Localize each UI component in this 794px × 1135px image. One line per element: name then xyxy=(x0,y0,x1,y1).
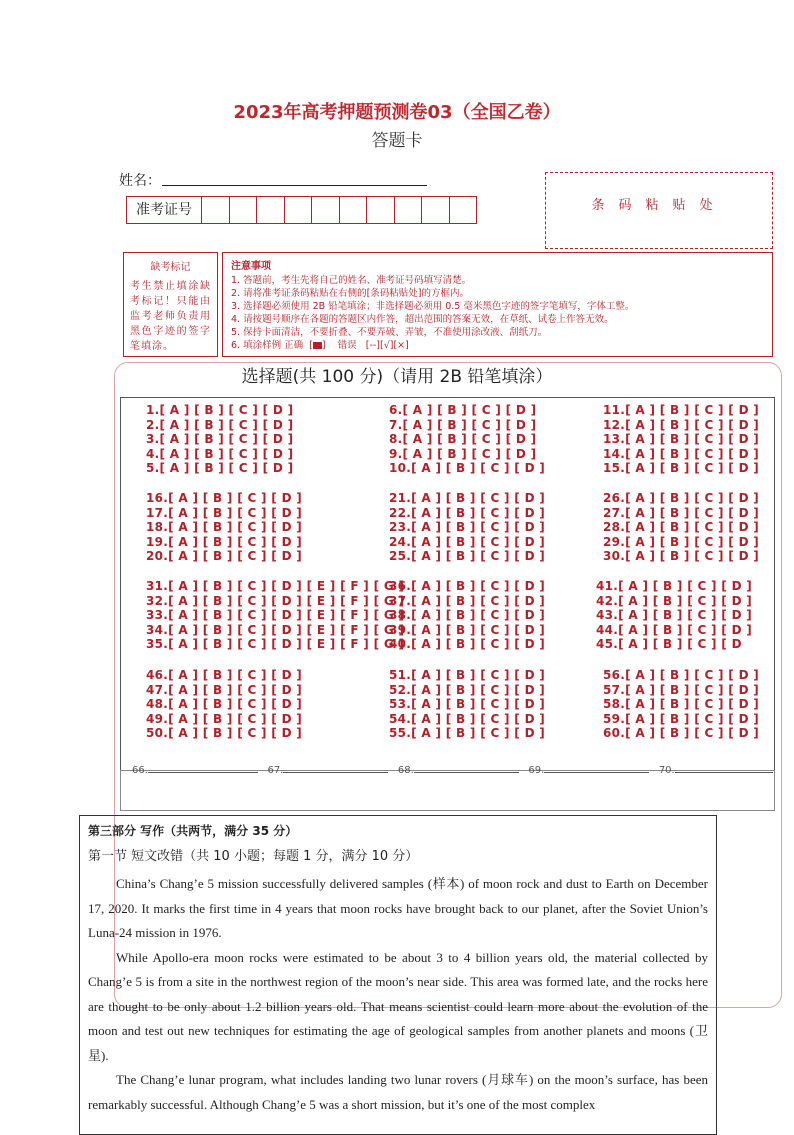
fill-in-label: 67. xyxy=(267,765,284,776)
missing-exam-text: 考生禁止填涂缺考标记！只能由监考老师负责用黑色字迹的签字笔填涂。 xyxy=(130,281,211,352)
name-field[interactable] xyxy=(162,184,427,186)
mc-question-row[interactable]: 4.[ A ] [ B ] [ C ] [ D ] xyxy=(146,446,294,461)
mc-question-row[interactable]: 46.[ A ] [ B ] [ C ] [ D ] xyxy=(146,668,303,682)
fill-in-label: 70. xyxy=(658,765,675,776)
mc-question-row[interactable]: 19.[ A ] [ B ] [ C ] [ D ] xyxy=(146,534,303,549)
mc-question-row[interactable]: 44.[ A ] [ B ] [ C ] [ D ] xyxy=(596,622,753,637)
mc-question-row[interactable]: 41.[ A ] [ B ] [ C ] [ D ] xyxy=(596,579,753,593)
mc-question-row[interactable]: 28.[ A ] [ B ] [ C ] [ D ] xyxy=(603,520,760,535)
mc-question-row[interactable]: 31.[ A ] [ B ] [ C ] [ D ] [ E ] [ F ] [ G ] xyxy=(146,579,405,593)
fill-in-lines xyxy=(132,763,773,776)
barcode-area: 条码粘贴处 xyxy=(545,172,773,249)
mc-question-row[interactable]: 9.[ A ] [ B ] [ C ] [ D ] xyxy=(389,446,537,461)
ticket-digit-cell[interactable] xyxy=(367,197,395,223)
mc-question-row[interactable]: 47.[ A ] [ B ] [ C ] [ D ] xyxy=(146,682,303,697)
ticket-digit-cell[interactable] xyxy=(257,197,285,223)
wrong-label: 错误 xyxy=(337,340,357,351)
passage-paragraph: The Chang’e lunar program, what includes landing two lunar rovers (月球车) on the moon’s surface, has been remarkably successful. Although Chang’e 5 was a short mission, but it’s one of the most complex xyxy=(88,1072,708,1112)
note-item: 4. 请按题号顺序在各题的答题区内作答，超出范围的答案无效，在草纸、试卷上作答无效。 xyxy=(231,314,614,325)
note-item: 1. 答题前，考生先将自己的姓名、准考证号码填写清楚。 xyxy=(231,275,472,286)
mc-question-row[interactable]: 56.[ A ] [ B ] [ C ] [ D ] xyxy=(603,668,760,682)
fill-in-blank[interactable] xyxy=(283,763,388,773)
mc-question-row[interactable]: 25.[ A ] [ B ] [ C ] [ D ] xyxy=(389,549,546,564)
note-item: 2. 请将准考证条码粘贴在右侧的[条码粘贴处]的方框内。 xyxy=(231,288,469,299)
mc-question-row[interactable]: 3.[ A ] [ B ] [ C ] [ D ] xyxy=(146,432,294,447)
mc-question-row[interactable]: 7.[ A ] [ B ] [ C ] [ D ] xyxy=(389,417,537,432)
mc-question-row[interactable]: 14.[ A ] [ B ] [ C ] [ D ] xyxy=(603,446,760,461)
ticket-number-label: 准考证号 xyxy=(127,197,202,223)
fill-in-box xyxy=(120,770,775,811)
mc-question-row[interactable]: 21.[ A ] [ B ] [ C ] [ D ] xyxy=(389,491,546,505)
mc-question-row[interactable]: 39.[ A ] [ B ] [ C ] [ D ] xyxy=(389,622,546,637)
fill-in-label: 69. xyxy=(528,765,545,776)
mc-question-row[interactable]: 22.[ A ] [ B ] [ C ] [ D ] xyxy=(389,505,546,520)
mc-question-row[interactable]: 27.[ A ] [ B ] [ C ] [ D ] xyxy=(603,505,760,520)
page-title: 2023年高考押题预测卷03（全国乙卷） xyxy=(233,102,561,123)
mc-question-row[interactable]: 59.[ A ] [ B ] [ C ] [ D ] xyxy=(603,711,760,726)
sample-label: 6. 填涂样例 正确 xyxy=(231,340,304,351)
mc-question-row[interactable]: 8.[ A ] [ B ] [ C ] [ D ] xyxy=(389,432,537,447)
mc-question-row[interactable]: 10.[ A ] [ B ] [ C ] [ D ] xyxy=(389,461,546,476)
mc-question-row[interactable]: 40.[ A ] [ B ] [ C ] [ D ] xyxy=(389,637,546,652)
writing-section xyxy=(79,815,717,1135)
mc-question-row[interactable]: 42.[ A ] [ B ] [ C ] [ D ] xyxy=(596,593,753,608)
fill-in-blank[interactable] xyxy=(544,763,649,773)
fill-in-blank[interactable] xyxy=(414,763,519,773)
wrong-marks: [--][√][×] xyxy=(365,340,409,351)
mc-question-row[interactable]: 35.[ A ] [ B ] [ C ] [ D ] [ E ] [ F ] [ G ] xyxy=(146,637,405,652)
mc-question-row[interactable]: 51.[ A ] [ B ] [ C ] [ D ] xyxy=(389,668,546,682)
mc-question-row[interactable]: 32.[ A ] [ B ] [ C ] [ D ] [ E ] [ F ] [ G ] xyxy=(146,593,405,608)
fill-in-blank[interactable] xyxy=(675,763,773,773)
name-label: 姓名： xyxy=(119,173,161,189)
mc-question-row[interactable]: 29.[ A ] [ B ] [ C ] [ D ] xyxy=(603,534,760,549)
ticket-digit-cell[interactable] xyxy=(450,197,477,223)
mc-question-row[interactable]: 36.[ A ] [ B ] [ C ] [ D ] xyxy=(389,579,546,593)
mc-question-row[interactable]: 53.[ A ] [ B ] [ C ] [ D ] xyxy=(389,697,546,712)
mc-question-row[interactable]: 57.[ A ] [ B ] [ C ] [ D ] xyxy=(603,682,760,697)
mc-question-row[interactable]: 20.[ A ] [ B ] [ C ] [ D ] xyxy=(146,549,303,564)
mc-question-row[interactable]: 54.[ A ] [ B ] [ C ] [ D ] xyxy=(389,711,546,726)
mc-question-row[interactable]: 17.[ A ] [ B ] [ C ] [ D ] xyxy=(146,505,303,520)
ticket-digit-cell[interactable] xyxy=(395,197,423,223)
fill-in-blank[interactable] xyxy=(148,763,258,773)
mc-question-row[interactable]: 58.[ A ] [ B ] [ C ] [ D ] xyxy=(603,697,760,712)
mc-question-row[interactable]: 15.[ A ] [ B ] [ C ] [ D ] xyxy=(603,461,760,476)
ticket-digit-cell[interactable] xyxy=(422,197,450,223)
mc-question-row[interactable]: 50.[ A ] [ B ] [ C ] [ D ] xyxy=(146,726,303,741)
mc-question-row[interactable]: 52.[ A ] [ B ] [ C ] [ D ] xyxy=(389,682,546,697)
ticket-digit-cell[interactable] xyxy=(312,197,340,223)
mc-question-row[interactable]: 48.[ A ] [ B ] [ C ] [ D ] xyxy=(146,697,303,712)
ticket-digit-cell[interactable] xyxy=(285,197,313,223)
part3-heading: 第三部分 写作（共两节，满分 35 分） xyxy=(88,824,298,838)
passage-paragraph: China’s Chang’e 5 mission successfully delivered samples (样本) of moon rock and dust to Earth on December 17, 2020. It marks the first time in 4 years that moon rocks have brought back to our planet, after the Soviet Union’s Luna-24 mission in 1976. xyxy=(88,876,708,940)
ticket-digit-cell[interactable] xyxy=(340,197,368,223)
fill-in-label: 66. xyxy=(132,765,148,776)
notes-box xyxy=(222,252,773,357)
mc-question-row[interactable]: 5.[ A ] [ B ] [ C ] [ D ] xyxy=(146,461,294,476)
mc-question-row[interactable]: 55.[ A ] [ B ] [ C ] [ D ] xyxy=(389,726,546,741)
mc-question-row[interactable]: 2.[ A ] [ B ] [ C ] [ D ] xyxy=(146,417,294,432)
mc-question-row[interactable]: 18.[ A ] [ B ] [ C ] [ D ] xyxy=(146,520,303,535)
note-item: 3. 选择题必须使用 2B 铅笔填涂；非选择题必须用 0.5 毫米黑色字迹的签字笔填写，字体工整。 xyxy=(231,301,635,312)
ticket-digit-cell[interactable] xyxy=(202,197,230,223)
mc-question-row[interactable]: 60.[ A ] [ B ] [ C ] [ D ] xyxy=(603,726,760,741)
mc-question-row[interactable]: 26.[ A ] [ B ] [ C ] [ D ] xyxy=(603,491,760,505)
note-item-sample: 6. 填涂样例 正确 [ ] 错误 [--][√][×] xyxy=(231,340,409,351)
mc-question-row[interactable]: 43.[ A ] [ B ] [ C ] [ D ] xyxy=(596,608,753,623)
mc-question-row[interactable]: 24.[ A ] [ B ] [ C ] [ D ] xyxy=(389,534,546,549)
mc-question-row[interactable]: 13.[ A ] [ B ] [ C ] [ D ] xyxy=(603,432,760,447)
mc-question-row[interactable]: 11.[ A ] [ B ] [ C ] [ D ] xyxy=(603,403,760,417)
mc-question-row[interactable]: 16.[ A ] [ B ] [ C ] [ D ] xyxy=(146,491,303,505)
multiple-choice-title: 选择题(共 100 分)（请用 2B 铅笔填涂） xyxy=(241,367,553,387)
filled-mark-sample xyxy=(313,342,322,349)
ticket-number-grid xyxy=(126,196,477,224)
section-heading: 第一节 短文改错（共 10 小题；每题 1 分，满分 10 分） xyxy=(88,849,419,864)
ticket-digit-cell[interactable] xyxy=(230,197,258,223)
notes-heading: 注意事项 xyxy=(231,261,271,272)
note-item: 5. 保持卡面清洁，不要折叠、不要弄破、弄皱，不准使用涂改液、刮纸刀。 xyxy=(231,327,548,338)
page-subtitle: 答题卡 xyxy=(371,131,423,151)
mc-question-row[interactable]: 45.[ A ] [ B ] [ C ] [ D xyxy=(596,637,742,652)
mc-question-row[interactable]: 37.[ A ] [ B ] [ C ] [ D ] xyxy=(389,593,546,608)
mc-question-row[interactable]: 12.[ A ] [ B ] [ C ] [ D ] xyxy=(603,417,760,432)
missing-exam-heading: 缺考标记 xyxy=(150,262,191,273)
mc-question-row[interactable]: 23.[ A ] [ B ] [ C ] [ D ] xyxy=(389,520,546,535)
mc-question-row[interactable]: 49.[ A ] [ B ] [ C ] [ D ] xyxy=(146,711,303,726)
missing-exam-box xyxy=(123,252,218,357)
passage-paragraph: While Apollo-era moon rocks were estimated to be about 3 to 4 billion years old, the material collected by Chang’e 5 is from a site in the northwest region of the moon’s near side. This area was formed late, and the rocks here are thought to be only about 1.2 billion years old. That means scientist could learn more about the evolution of the moon and test out new techniques for estimating the age of geological samples from another planets and moons (卫星). xyxy=(88,949,708,1063)
mc-question-row[interactable]: 38.[ A ] [ B ] [ C ] [ D ] xyxy=(389,608,546,623)
mc-question-row[interactable]: 33.[ A ] [ B ] [ C ] [ D ] [ E ] [ F ] [ G ] xyxy=(146,608,405,623)
fill-in-label: 68. xyxy=(397,765,414,776)
mc-question-row[interactable]: 30.[ A ] [ B ] [ C ] [ D ] xyxy=(603,549,760,564)
mc-question-row[interactable]: 34.[ A ] [ B ] [ C ] [ D ] [ E ] [ F ] [ G ] xyxy=(146,622,405,637)
mc-question-row[interactable]: 1.[ A ] [ B ] [ C ] [ D ] xyxy=(146,403,294,417)
mc-question-row[interactable]: 6.[ A ] [ B ] [ C ] [ D ] xyxy=(389,403,537,417)
